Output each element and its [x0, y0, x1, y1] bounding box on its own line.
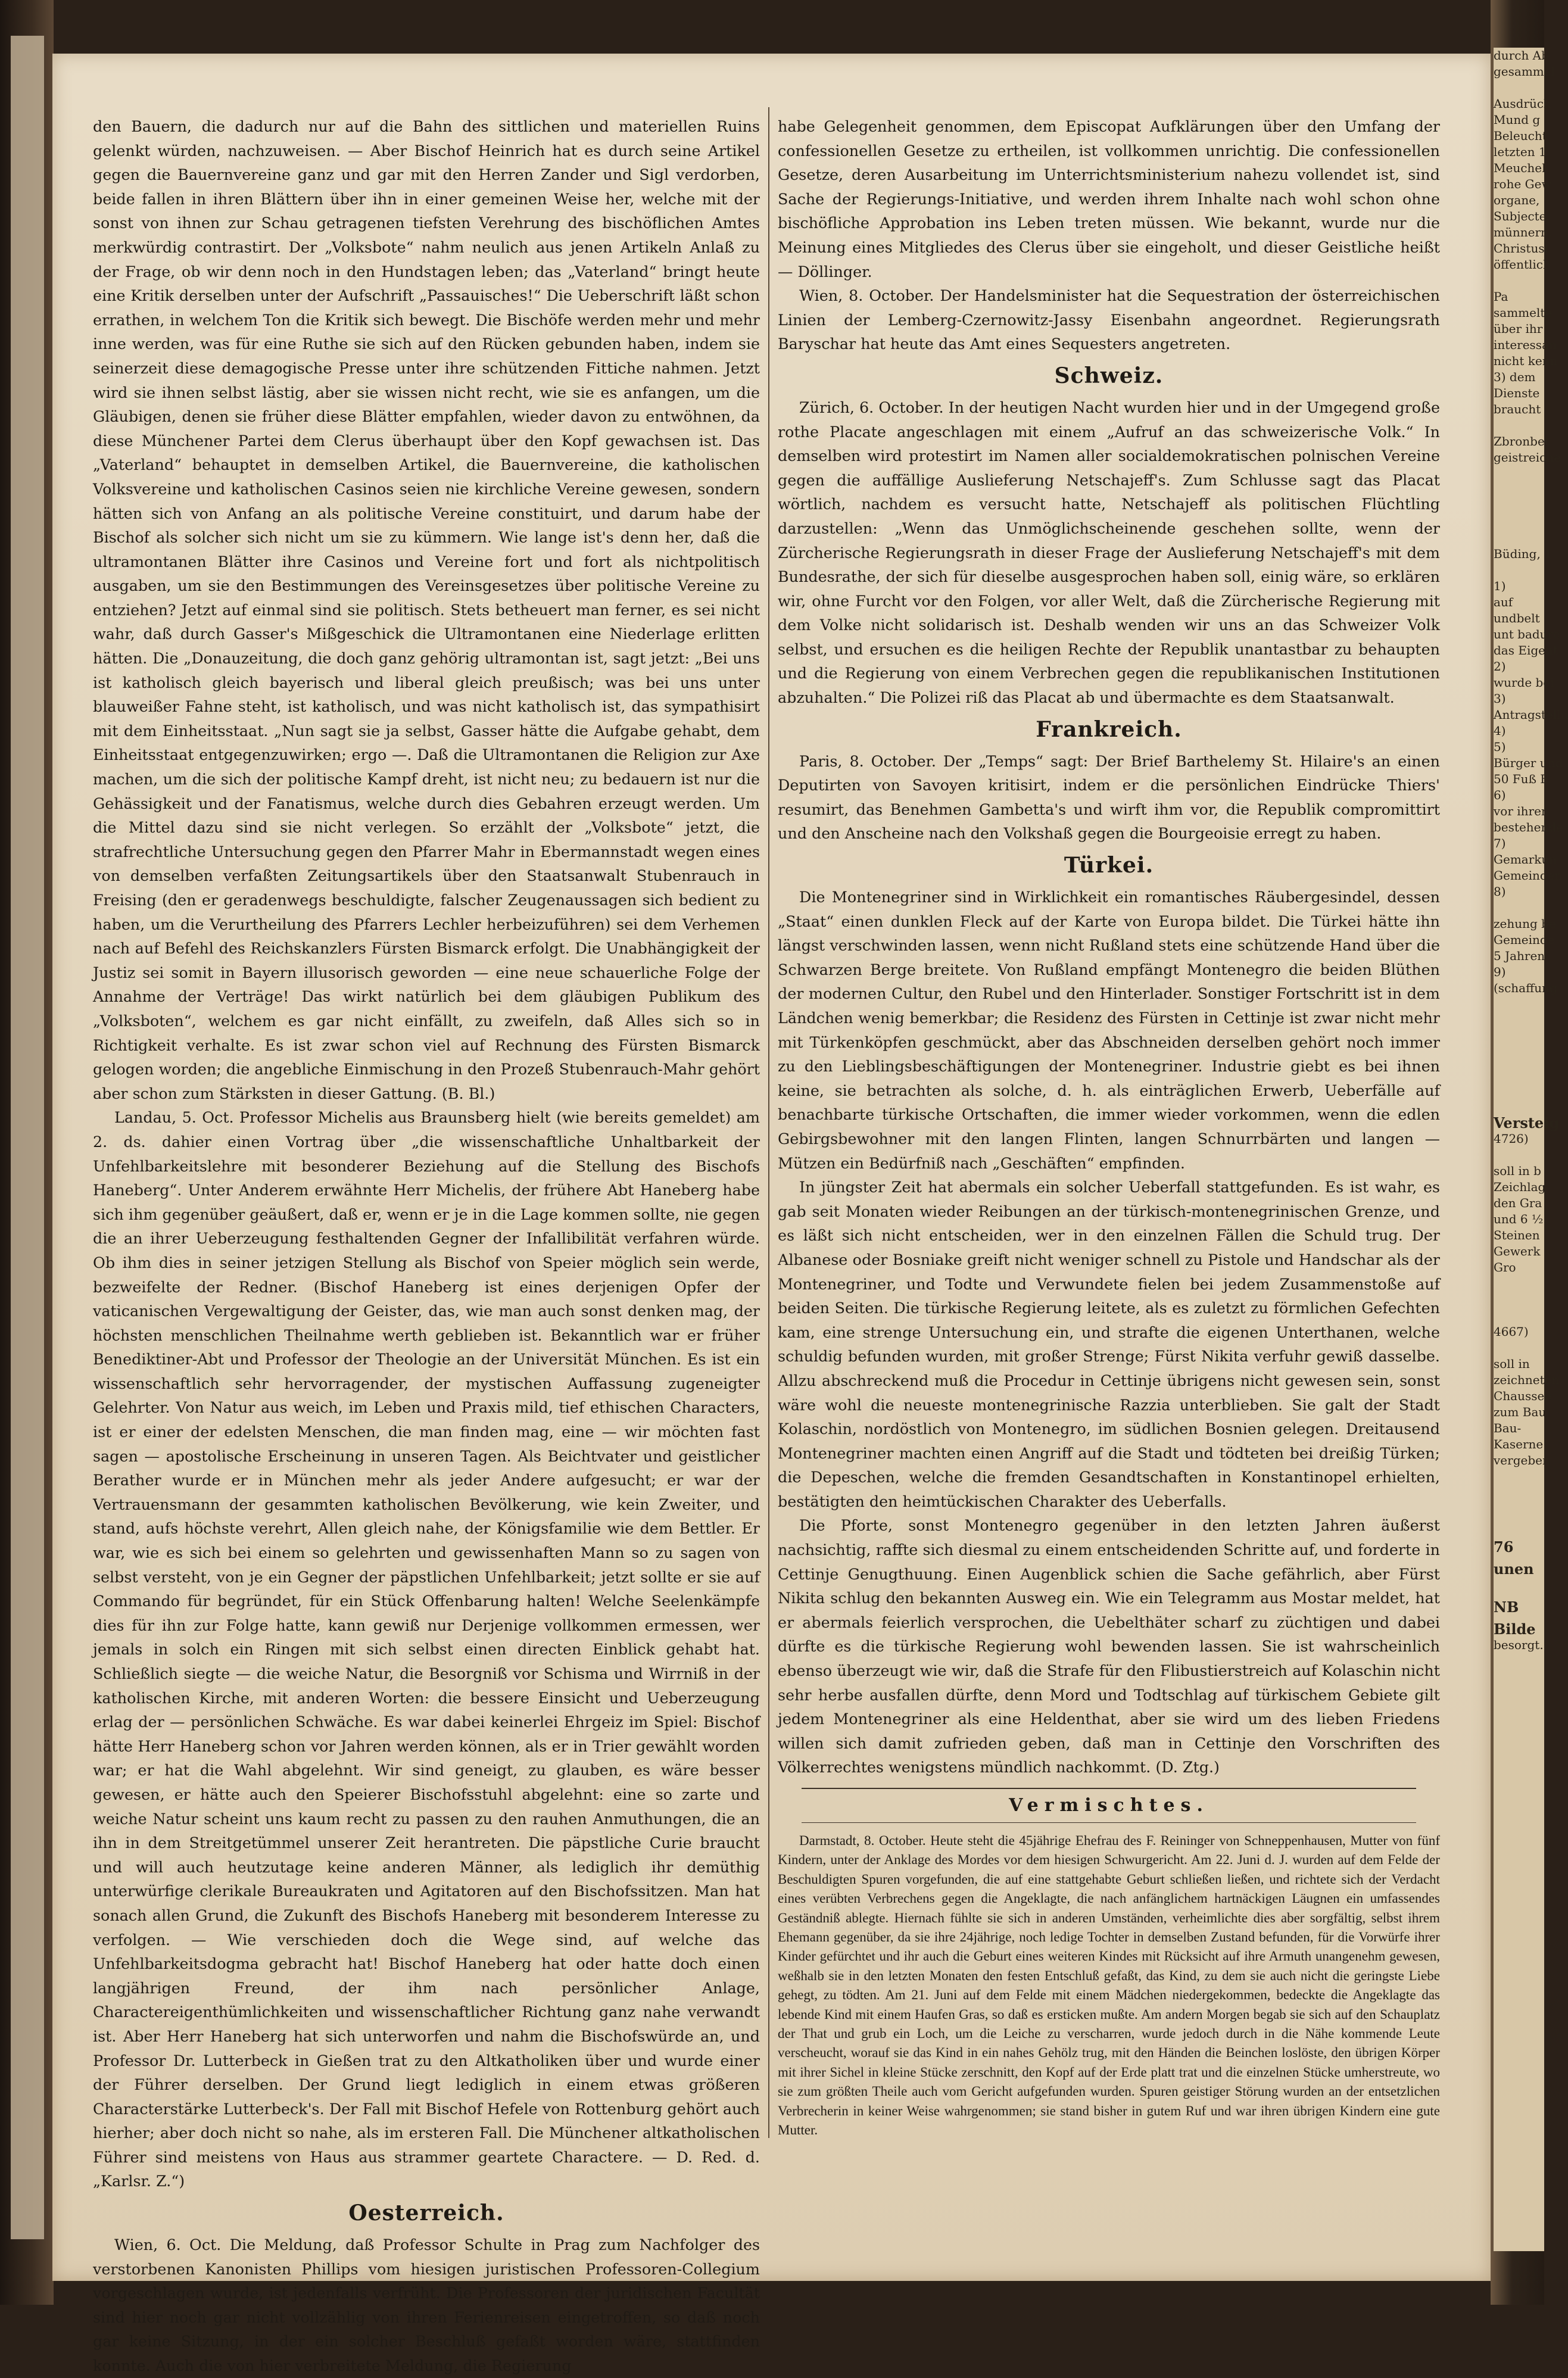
margin-fragment — [11, 1987, 44, 2002]
margin-fragment: undbelt — [1494, 611, 1540, 625]
margin-fragment — [1494, 1077, 1544, 1093]
article-paragraph: den Bauern, die dadurch nur auf die Bahn des sittlichen und materiellen Ruins gelenkt würden, nachzuweisen. — Aber Bischof Heinrich hat es durch seine Artikel gegen die Bauernvereine ganz und gar mit den Herren Zander und Sigl verdorben, beide fallen in ihren Blättern über ihn in einer gemeinen Weise her, welche mit der sonst von ihnen zur Schau getragenen tiefsten Verehrung des bischöflichen Amtes merkwürdig contrastirt. Der „Volksbote“ nahm neulich aus jenen Artikeln Anlaß zu der Frage, ob wir denn noch in den Hundstagen leben; das „Vaterland“ bringt heute eine Kritik derselben unter der Aufschrift „Passauisches!“ Die Ueberschrift läßt schon errathen, in welchem Ton die Kritik sich bewegt. Die Bischöfe werden mehr und mehr inne werden, was für eine Ruthe sie sich auf den Rücken gebunden haben, indem sie seinerzeit diese demagogische Presse unter ihre schützenden Fittiche nahmen. Jetzt wird sie ihnen selbst lästig, aber sie wissen nicht recht, wie sie es anfangen, um die Gläubigen, denen sie früher diese Blätter empfahlen, wieder davon zu entwöhnen, da diese Münchener Partei dem Clerus überhaupt über den Kopf gewachsen ist. Das „Vaterland“ behauptet in demselben Artikel, die Bauernvereine, die katholischen Volksvereine und katholischen Casinos seien nie kirchliche Vereine gewesen, sondern hätten sich von Anfang an als politische Vereine constituirt, und darum habe der Bischof als solcher sich nicht um sie zu kümmern. Wie lange ist's denn her, daß die ultramontanen Blätter ihre Casinos und Vereine fort und fort als nichtpolitisch ausgaben, um sie den Bestimmungen des Vereinsgesetzes über politische Vereine zu entziehen? Jetzt auf einmal sind sie politisch. Stets betheuert man ferner, es sei nicht wahr, daß durch Gasser's Mißgeschick die Ultramontanen eine Niederlage erlitten hätten. Die „Donauzeitung, die doch ganz gehörig ultramontan ist, sagt jetzt: „Bei uns ist katholisch gleich bayerisch und liberal gleich preußisch; was bei uns unter blauweißer Fahne steht, ist katholisch, und was nicht katholisch ist, das sympathisirt mit dem Einheitsstaat. „Nun sagt sie ja selbst, Gasser hätte die Aufgabe gehabt, dem Einheitsstaat entgegenzuwirken; ergo —. Daß die Ultramontanen die Religion zur Axe machen, um die sich der politische Kampf dreht, ist nicht neu; zu bedauern ist nur die Gehässigkeit und der Fanatismus, welche durch dies Gebahren erzeugt werden. Um die Mittel dazu sind sie nicht verlegen. So erzählt der „Volksbote“ jetzt, die strafrechtliche Untersuchung gegen den Pfarrer Mahr in Ebermannstadt wegen eines von demselben verfaßten Zeitungsartikels über den Staatsanwalt Stubenrauch in Freising (den er geradenwegs beschuldigte, falscher Zeugenaussagen sich bedient zu haben, um die Verurtheilung des Pfarrers Lechler herbeizuführen) sei dem Verhemen nach auf Befehl des Reichskanzlers Fürsten Bismarck erfolgt. Die Unabhängigkeit der Justiz sei somit in Bayern illusorisch geworden — eine neue schauerliche Folge der Annahme der Verträge! Das wirkt natürlich bei dem gläubigen Publikum des „Volksboten“, welchem es gar nicht einfällt, zu zweifeln, daß Alles sich so in Richtigkeit verhalte. Es ist zwar schon viel auf Rechnung des Fürsten Bismarck gelogen worden; die angebliche Einmischung in den Prozeß Stubenrauch-Mahr gehört aber schon zum Stärksten in dieser Gattung. (B. Bl.) — [93, 117, 760, 1102]
margin-fragment — [11, 144, 44, 160]
margin-fragment — [11, 717, 44, 733]
margin-fragment — [1494, 1469, 1544, 1485]
margin-fragment: Chaussee — [1494, 1389, 1552, 1403]
margin-fragment: Subjecte, — [1494, 209, 1550, 223]
margin-fragment: soll in — [1494, 1357, 1530, 1371]
margin-fragment: organe, — [1494, 193, 1540, 207]
margin-fragment — [11, 1894, 44, 1909]
margin-fragment — [11, 160, 44, 175]
margin-fragment — [11, 1027, 44, 1042]
margin-fragment — [11, 1569, 44, 1584]
margin-fragment: 3) dem — [1494, 370, 1536, 384]
margin-fragment: 8) — [1494, 884, 1506, 899]
margin-fragment — [11, 500, 44, 516]
section-heading: Türkei. — [1064, 853, 1154, 878]
margin-fragment — [1494, 1577, 1544, 1593]
margin-fragment — [1494, 1308, 1544, 1324]
margin-fragment: Büding, 1 — [1494, 547, 1552, 561]
margin-fragment: 4726) — [1494, 1132, 1529, 1146]
margin-fragment — [11, 1940, 44, 1956]
margin-fragment: wurde bei — [1494, 675, 1554, 690]
margin-fragment: über ihr — [1494, 322, 1543, 336]
margin-fragment — [11, 856, 44, 872]
section-heading: Frankreich. — [1036, 716, 1182, 742]
margin-fragment — [11, 469, 44, 485]
margin-fragment — [11, 1723, 44, 1739]
margin-fragment — [11, 1104, 44, 1120]
margin-fragment — [1494, 498, 1544, 514]
article-paragraph: Landau, 5. Oct. Professor Michelis aus Braunsberg hielt (wie bereits gemeldet) am 2. ds. dahier einen Vortrag über „die wissenschaftliche Unhaltbarkeit der Unfehlbarkeitslehre mit besonderer Beziehung auf die Stellung des Bischofs Haneberg“. Unter Anderem erwähnte Herr Michelis, der frühere Abt Haneberg habe sich ihm gegenüber geäußert, daß er, wenn er je in die Lage kommen sollte, nie gegen die an ihrer Ueberzeugung festhaltenden Gegner der Infallibilität verfahren würde. Ob ihm dies in seiner jetzigen Stellung als Bischof von Speier möglich sein werde, bezweifelte der Redner. (Bischof Haneberg ist eines derjenigen Opfer der vaticanischen Vergewaltigung der Geister, das, wie man auch sonst denken mag, der höchsten menschlichen Theilnahme werth geblieben ist. Bekanntlich war er früher Benediktiner-Abt und Professor der Theologie an der Universität München. Es ist ein wissenschaftlich sehr hervorragender, der mystischen Auffassung zugeneigter Gelehrter. Von Natur aus weich, im Leben und Praxis mild, tief ethischen Characters, ist er einer der edelsten Menschen, die man finden mag, eine — wir möchten fast sagen — apostolische Erscheinung in unseren Tagen. Als Beichtvater und geistlicher Berather wurde er in München mehr als jeder Andere aufgesucht; er war der Vertrauensmann der gesammten katholischen Bevölkerung, wie kein Zweiter, und stand, aufs höchste verehrt, Allen gleich nahe, der Königsfamilie wie dem Bettler. Er war, wie es sich bei einem so gelehrten und gewissenhaften Mann so zu sagen von selbst versteht, von je ein Gegner der päpstlichen Unfehlbarkeit; jetzt sollte er sie auf Commando für begründet, für ein Stück Offenbarung halten! Welche Seelenkämpfe dies für ihn zur Folge hatte, kann gewiß nur Derjenige vollkommen ermessen, wer jemals in solch ein Ringen mit sich selbst einen directen Einblick gehabt hat. Schließlich siegte — die weiche Natur, die Besorgniß vor Schisma und Wirrniß in der katholischen Kirche, mit anderen Worten: die bessere Einsicht und Ueberzeugung erlag der — persönlichen Schwäche. Es war dabei keinerlei Ehrgeiz im Spiel: Bischof hätte Herr Haneberg schon vor Jahren werden können, als er in Trier gewählt worden war; er hat die Wahl abgelehnt. Wir sind geneigt, zu glauben, es wäre besser gewesen, er hätte auch den Speierer Bischofsstuhl abgelehnt: eine so zarte und weiche Natur scheint uns kaum recht zu passen zu den rauhen Anmuthungen, die an ihn in dem Streitgetümmel unserer Zeit herantreten. Die päpstliche Curie braucht und will auch heutzutage keine anderen Männer, als lediglich ihr demüthig unterwürfige clerikale Bureaukraten und Agitatoren auf den Bischofssitzen. Man hat sonach allen Grund, die Zukunft des Bischofs Haneberg mit besonderem Interesse zu verfolgen. — Wie verschieden doch die Wege sind, auf welche das Unfehlbarkeitsdogma gebracht hat! Bischof Haneberg hat oder hatte doch einen langjährigen Freund, der ihm nach persönlicher Anlage, Charactereigenthümlichkeiten und wissenschaftlicher Richtung ganz nahe verwandt ist. Aber Herr Haneberg hat sich unterworfen und nahm die Bischofswürde an, und Professor Dr. Lutterbeck in Gießen trat zu den Altkatholiken über und wurde einer der Führer derselben. Der Grund liegt lediglich in einem etwas größeren Characterstärke Lutterbeck's. Der Fall mit Bischof Hefele von Rottenburg gehört auch hierher; aber doch nicht so nahe, als im ersteren Fall. Die Münchener altkatholischen Führer sind meistens von Haus aus strammer geartete Charactere. — D. Red. d. „Karlsr. Z.“) — [93, 1108, 760, 2190]
margin-fragment: 3) — [1494, 691, 1506, 706]
article-paragraph: habe Gelegenheit genommen, dem Episcopat Aufklärungen über den Umfang der confessionellen Gesetze zu ertheilen, ist vollkommen unrichtig. Die confessionellen Gesetze, deren Ausarbeitung im Unterrichtsministerium nahezu vollendet ist, sind Sache der Regierungs-Initiative, und werden ihrem Inhalte nach wohl schon ohne bischöfliche Approbation ins Leben treten müssen. Wie bekannt, wurde nur die Meinung eines Mitgliedes des Clerus über sie eingeholt, und dieser Geistliche heißt — Döllinger. — [778, 117, 1440, 281]
article-paragraph: In jüngster Zeit hat abermals ein solcher Ueberfall stattgefunden. Es ist wahr, es gab seit Monaten wieder Reibungen an der türkisch-montenegrinischen Grenze, und es läßt sich nicht entscheiden, wer in den einzelnen Fällen die Schuld trug. Der Albanese oder Bosniake greift nicht weniger schnell zu Pistole und Handschar als der Montenegriner, und Todte und Verwundete fielen bei jedem Zusammenstoße auf beiden Seiten. Die türkische Regierung leitete, als es zuletzt zu förmlichen Gefechten kam, eine strenge Untersuchung ein, und strafte die eigenen Unterthanen, welche schuldig befunden wurden, mit großer Strenge; Fürst Nikita verfuhr gewiß dasselbe. Allzu abschreckend muß die Procedur in Cettinje übrigens nicht gewesen sein, sonst wäre wohl die neueste montenegrinische Razzia unterblieben. Sie galt der Stadt Kolaschin, nordöstlich von Montenegro, im südlichen Bosnien gelegen. Dreitausend Montenegriner machten einen Angriff auf die Stadt und tödteten bei dreißig Türken; die Depeschen, welche die fremden Gesandtschaften in Konstantinopel erhielten, bestätigten den heimtückischen Charakter des Ueberfalls. — [778, 1178, 1440, 1510]
margin-fragment — [11, 36, 44, 51]
margin-fragment — [11, 1956, 44, 1971]
margin-fragment — [11, 547, 44, 562]
margin-fragment — [11, 903, 44, 918]
margin-fragment — [11, 794, 44, 810]
margin-fragment: Kaserne — [1494, 1437, 1544, 1451]
margin-fragment: 6) — [1494, 788, 1506, 802]
margin-fragment — [11, 1646, 44, 1662]
margin-fragment — [11, 686, 44, 702]
margin-fragment — [11, 609, 44, 624]
margin-fragment: Gemarkun — [1494, 852, 1557, 867]
margin-fragment — [11, 1677, 44, 1693]
margin-fragment: letzten 1 — [1494, 145, 1547, 159]
margin-fragment — [11, 1336, 44, 1352]
margin-fragment — [11, 1584, 44, 1600]
margin-fragment: Ausdrück — [1494, 96, 1551, 111]
margin-fragment — [11, 1305, 44, 1321]
margin-fragment — [1494, 1093, 1544, 1109]
margin-fragment — [11, 1971, 44, 1987]
margin-fragment — [11, 748, 44, 763]
margin-fragment: Zbronbet — [1494, 434, 1550, 448]
margin-fragment: 2) — [1494, 659, 1506, 674]
margin-fragment — [11, 2002, 44, 2018]
margin-fragment — [11, 206, 44, 222]
margin-fragment — [11, 1166, 44, 1182]
margin-fragment — [1494, 482, 1544, 498]
margin-fragment — [11, 531, 44, 547]
margin-fragment — [1494, 996, 1544, 1012]
margin-fragment — [11, 1615, 44, 1631]
margin-fragment — [11, 1383, 44, 1398]
margin-fragment — [11, 640, 44, 655]
margin-fragment — [11, 1816, 44, 1832]
margin-fragment: Zeichlag — [1494, 1180, 1546, 1194]
margin-fragment — [11, 1878, 44, 1894]
margin-fragment — [1494, 1276, 1544, 1292]
margin-fragment — [11, 1460, 44, 1476]
margin-fragment — [11, 98, 44, 113]
margin-fragment — [11, 1693, 44, 1708]
margin-fragment: das Eigent — [1494, 643, 1558, 657]
section-rule — [802, 1822, 1416, 1823]
margin-fragment — [11, 129, 44, 144]
margin-fragment: 76 — [1494, 1538, 1514, 1556]
margin-fragment — [11, 407, 44, 423]
margin-fragment — [11, 624, 44, 640]
margin-fragment: Steinen — [1494, 1228, 1540, 1242]
margin-fragment: vor ihren — [1494, 804, 1549, 818]
margin-fragment — [11, 1476, 44, 1491]
margin-fragment — [11, 1491, 44, 1507]
margin-fragment — [11, 1863, 44, 1878]
margin-fragment: 4667) — [1494, 1324, 1529, 1339]
margin-fragment — [11, 1135, 44, 1151]
margin-fragment — [11, 1785, 44, 1801]
section-heading: Schweiz. — [1054, 363, 1164, 388]
margin-fragment — [1494, 530, 1544, 546]
margin-fragment — [11, 283, 44, 299]
margin-fragment — [11, 361, 44, 376]
margin-fragment: und 6 ½ — [1494, 1212, 1544, 1226]
margin-fragment — [11, 314, 44, 330]
margin-fragment: 5 Jahren — [1494, 949, 1545, 963]
margin-fragment — [11, 67, 44, 82]
margin-fragment — [11, 562, 44, 578]
margin-fragment — [11, 1507, 44, 1522]
margin-fragment: soll in b — [1494, 1164, 1541, 1178]
margin-fragment: Bilde — [1494, 1620, 1536, 1638]
margin-fragment: 1) — [1494, 579, 1506, 593]
margin-fragment — [11, 841, 44, 856]
margin-fragment: bestehende — [1494, 820, 1564, 834]
margin-fragment — [11, 1801, 44, 1816]
margin-fragment: sammelte — [1494, 306, 1553, 320]
article-paragraph: Die Montenegriner sind in Wirklichkeit ein romantisches Räubergesindel, dessen „Staat“ einen dunklen Fleck auf der Karte von Europa bildet. Die Türkei hätte ihn längst verschwinden lassen, wenn nicht Rußland stets eine schützende Hand über die Schwarzen Berge breitete. Von Rußland empfängt Montenegro die beiden Blüthen der modernen Cultur, den Rubel und den Hinterlader. Sonstiger Fortschritt ist in dem Ländchen wenig bemerkbar; die Residenz des Fürsten in Cettinje ist zwar nicht mehr mit Türkenköpfen geschmückt, aber das Abschneiden derselben gehört noch immer zu den Lieblingsbeschäftigungen der Montenegriner. Industrie giebt es bei ihnen keine, sie betrachten als solche, d. h. als einträglichen Erwerb, Ueberfälle auf benachbarte türkische Ortschaften, die immer wieder vorkommen, wenn die edlen Gebirgsbewohner mit den langen Flinten, langen Schnurrbärten und langen — Mützen ein Bedürfniß nach „Geschäften“ empfinden. — [778, 888, 1440, 1172]
section-heading: Oesterreich. — [348, 2201, 504, 2226]
margin-fragment — [1494, 900, 1544, 916]
margin-fragment — [11, 2018, 44, 2033]
margin-fragment: vergeben — [1494, 1453, 1550, 1467]
margin-fragment: Pa — [1494, 289, 1508, 304]
margin-fragment: Mund g — [1494, 113, 1541, 127]
margin-fragment — [1494, 417, 1544, 434]
margin-fragment — [1494, 1147, 1544, 1163]
margin-fragment: unen — [1494, 1560, 1534, 1578]
margin-fragment — [11, 934, 44, 949]
article-paragraph: Paris, 8. October. Der „Temps“ sagt: Der Brief Barthelemy St. Hilaire's an einen Deputirten von Savoyen kritisirt, indem er die persönlichen Eindrücke Thiers' resumirt, das Benehmen Gambetta's und wirft ihm vor, die Republik compromittirt und den Anscheine nach den Volkshaß gegen die Bourgeoisie erregt zu haben. — [778, 752, 1440, 843]
margin-fragment — [1494, 273, 1544, 289]
margin-fragment: 4) — [1494, 724, 1506, 738]
vermischtes-heading: Vermischtes. — [1009, 1795, 1209, 1816]
margin-fragment — [11, 1120, 44, 1135]
margin-fragment — [11, 1925, 44, 1940]
margin-fragment: zum Bau — [1494, 1405, 1547, 1419]
margin-fragment — [11, 1321, 44, 1336]
margin-fragment — [11, 330, 44, 345]
margin-fragment — [11, 1708, 44, 1723]
margin-fragment — [11, 996, 44, 1011]
margin-fragment — [11, 1553, 44, 1569]
margin-fragment — [11, 1662, 44, 1677]
margin-fragment — [11, 810, 44, 825]
margin-fragment — [11, 268, 44, 283]
left-column — [93, 114, 760, 2378]
margin-fragment: Gro — [1494, 1260, 1516, 1274]
margin-fragment — [1494, 1292, 1544, 1308]
margin-fragment — [11, 825, 44, 841]
margin-fragment — [11, 113, 44, 129]
margin-fragment: (schaffung — [1494, 981, 1557, 995]
margin-fragment — [1494, 1061, 1544, 1077]
margin-fragment — [11, 887, 44, 903]
margin-fragment — [11, 392, 44, 407]
margin-fragment: 7) — [1494, 836, 1506, 850]
margin-fragment: 50 Fuß E — [1494, 772, 1549, 786]
margin-fragment — [1494, 514, 1544, 530]
right-column — [778, 114, 1440, 2140]
margin-fragment: gesammel — [1494, 64, 1555, 79]
margin-fragment — [11, 1274, 44, 1290]
margin-fragment — [11, 485, 44, 500]
margin-fragment — [11, 1445, 44, 1460]
margin-fragment — [11, 1182, 44, 1197]
margin-fragment — [11, 1847, 44, 1863]
margin-fragment — [1494, 466, 1544, 482]
margin-fragment — [11, 438, 44, 454]
margin-fragment — [11, 222, 44, 237]
margin-fragment: 5) — [1494, 740, 1506, 754]
margin-fragment — [11, 733, 44, 748]
left-page-margin-fragments — [11, 36, 44, 2239]
margin-fragment: besorgt. — [1494, 1638, 1544, 1652]
margin-fragment — [11, 1367, 44, 1383]
margin-fragment — [11, 918, 44, 934]
margin-fragment — [11, 702, 44, 717]
margin-fragment: Bau- — [1494, 1421, 1522, 1435]
margin-fragment — [1494, 1340, 1544, 1356]
article-paragraph: Wien, 6. Oct. Die Meldung, daß Professor Schulte in Prag zum Nachfolger des verstorbenen Kanonisten Phillips vom hiesigen juristischen Professoren-Collegium vorgeschlagen wurde, ist jedenfalls verfrüht. Die Professoren der juridischen Facultät sind hier noch gar nicht vollzählig von ihren Ferienreisen eingetroffen, so daß noch gar keine Sitzung, in der ein solcher Beschluß gefaßt worden wäre, stattfinden konnte. Auch die von hier verbreitete Meldung, die Regierung — [93, 2236, 760, 2375]
margin-fragment: den Gra — [1494, 1196, 1542, 1210]
article-paragraph: Zürich, 6. October. In der heutigen Nacht wurden hier und in der Umgegend große rothe Placate angeschlagen mit einem „Aufruf an das schweizerische Volk.“ In demselben wird protestirt im Namen aller socialdemokratischen polnischen Vereine gegen die auffällige Auslieferung Netschajeff's. Zum Schlusse sagt das Placat wörtlich, nachdem es versucht hatte, Netschajeff als politischen Flüchtling darzustellen: „Wenn das Unmöglichscheinende geschehen sollte, wenn der Zürcherische Regierungsrath in dieser Frage der Auslieferung Netschajeff's mit dem Bundesrathe, der sich für dieselbe ausgesprochen haben soll, einig wäre, so erklären wir, ohne Furcht vor den Folgen, vor aller Welt, daß die Zürcherische Regierung mit dem Volke nicht solidarisch ist. Deshalb wenden wir uns an das Schweizer Volk selbst, und ersuchen es die heiligen Rechte der Republik unantastbar zu behaupten und die Regierung von einem Verbrechen gegen die republikanischen Institutionen abzuhalten.“ Die Polizei riß das Placat ab und übermachte es dem Staatsanwalt. — [778, 398, 1440, 707]
margin-fragment — [11, 980, 44, 996]
margin-fragment: Beleucht — [1494, 129, 1547, 143]
margin-fragment: geistreiche — [1494, 450, 1561, 465]
margin-fragment — [11, 1197, 44, 1213]
margin-fragment — [11, 1259, 44, 1274]
margin-fragment — [11, 1151, 44, 1166]
margin-fragment — [11, 655, 44, 671]
margin-fragment: Gemeinden — [1494, 868, 1563, 883]
vermischtes-paragraph: Darmstadt, 8. October. Heute steht die 45jährige Ehefrau des F. Reininger von Schneppenhausen, Mutter von fünf Kindern, unter der Anklage des Mordes vor dem hiesigen Schwurgericht. Am 22. Juni d. J. wurden auf dem Felde der Beschuldigten Spuren vorgefunden, die auf eine stattgehabte Geburt schließen ließen, und richtete sich der Verdacht eines verübten Verbrechens gegen die Angeklagte, die nach anfänglichem hartnäckigen Läugnen ein umfassendes Geständniß ablegte. Hiernach fühlte sie sich in anderen Umständen, verheimlichte dies aber sorgfältig, selbst ihrem Ehemann gegenüber, da sie ihre 24jährige, noch ledige Tochter in demselben Zustand befunden, für die Vorwürfe ihrer Kinder gefürchtet und ihr auch die Geburt eines weiteren Kindes mit Rücksicht auf ihre Armuth unangenehm gewesen, weßhalb sie in den letzten Monaten den festen Entschluß gefaßt, das Kind, zu dem sie auch nicht die geringste Liebe gehegt, zu tödten. Am 21. Juni auf dem Felde mit einem Mädchen niedergekommen, bedeckte die Angeklagte das lebende Kind mit einem Haufen Gras, so daß es ersticken mußte. Am andern Morgen begab sie sich auf den Schauplatz der That und grub ein Loch, um die Leiche zu verscharren, wurde jedoch durch in die Nähe kommende Leute verscheucht, worauf sie das Kind in ein nahes Gehölz trug, mit den Händen die Beinchen loslöste, den übrigen Körper mit ihrer Sichel in kleine Stücke zerschnitt, den Kopf auf der Erde platt trat und die einzelnen Stücke umherstreute, wo sie zum größten Theile auch vom Gericht aufgefunden wurden. Spuren geistiger Störung wurden an der entsetzlichen Verbrecherin in keiner Weise wahrgenommen; sie stand bisher in gutem Ruf und war ihren übrigen Kindern eine gute Mutter. — [778, 1833, 1440, 2138]
margin-fragment: durch Ab — [1494, 48, 1549, 63]
margin-fragment — [11, 593, 44, 609]
margin-fragment: zehung be — [1494, 917, 1556, 931]
margin-fragment — [11, 1429, 44, 1445]
margin-fragment — [11, 1243, 44, 1259]
margin-fragment: braucht — [1494, 402, 1541, 416]
margin-fragment — [11, 516, 44, 531]
margin-fragment — [1494, 562, 1544, 578]
next-page-fragments — [1494, 48, 1568, 2251]
margin-fragment — [11, 1770, 44, 1785]
margin-fragment — [1494, 1501, 1544, 1517]
margin-fragment — [11, 1832, 44, 1847]
margin-fragment — [11, 51, 44, 67]
margin-fragment — [11, 299, 44, 314]
section-rule — [802, 1788, 1416, 1789]
margin-fragment — [11, 1011, 44, 1027]
margin-fragment: Antragstellu — [1494, 708, 1568, 722]
margin-fragment: Gewerk — [1494, 1244, 1541, 1258]
margin-fragment — [11, 237, 44, 253]
margin-fragment: NB — [1494, 1598, 1519, 1616]
margin-fragment: Bürger und — [1494, 756, 1563, 770]
margin-fragment — [11, 82, 44, 98]
margin-fragment — [11, 1739, 44, 1754]
margin-fragment: 9) — [1494, 965, 1506, 979]
margin-fragment — [11, 1058, 44, 1073]
margin-fragment: Versteig — [1494, 1114, 1560, 1132]
margin-fragment: unt badurc — [1494, 627, 1560, 641]
margin-fragment — [11, 175, 44, 191]
margin-fragment: münnern, — [1494, 225, 1553, 239]
margin-fragment — [11, 1398, 44, 1414]
margin-fragment — [1494, 1485, 1544, 1501]
margin-fragment — [11, 578, 44, 593]
margin-fragment — [11, 949, 44, 965]
margin-fragment — [11, 191, 44, 206]
margin-fragment — [11, 454, 44, 469]
margin-fragment — [11, 253, 44, 268]
margin-fragment — [11, 1073, 44, 1089]
margin-fragment — [11, 1089, 44, 1104]
margin-fragment: Meuchel — [1494, 161, 1546, 175]
margin-fragment — [11, 1754, 44, 1770]
margin-fragment — [11, 671, 44, 686]
column-divider — [768, 107, 769, 2138]
margin-fragment — [11, 1538, 44, 1553]
margin-fragment — [1494, 1517, 1544, 1533]
margin-fragment — [11, 1352, 44, 1367]
margin-fragment — [11, 2033, 44, 2049]
margin-fragment — [1494, 1029, 1544, 1045]
margin-fragment — [11, 965, 44, 980]
margin-fragment — [11, 376, 44, 392]
margin-fragment: interessan — [1494, 338, 1557, 352]
margin-fragment — [11, 1909, 44, 1925]
margin-fragment: nicht kenn — [1494, 354, 1558, 368]
margin-fragment — [11, 423, 44, 438]
margin-fragment — [11, 1228, 44, 1243]
margin-fragment — [11, 1414, 44, 1429]
margin-fragment — [11, 1213, 44, 1228]
margin-fragment — [11, 1042, 44, 1058]
margin-fragment: rohe Gew — [1494, 177, 1552, 191]
article-paragraph: Wien, 8. October. Der Handelsminister hat die Sequestration der österreichischen Linien der Lemberg-Czernowitz-Jassy Eisenbahn angeordnet. Regierungsrath Baryschar hat heute das Amt eines Sequesters angetreten. — [778, 286, 1440, 353]
margin-fragment — [11, 345, 44, 361]
margin-fragment: Gemeinde — [1494, 933, 1555, 947]
article-paragraph: Die Pforte, sonst Montenegro gegenüber in den letzten Jahren äußerst nachsichtig, raffte sich diesmal zu einem entscheidenden Schritte auf, und forderte in Cettinje Genugthuung. Einen Augenblick schien die Sache gefährlich, aber Fürst Nikita schlug den bekannten Ausweg ein. Wie ein Telegramm aus Mostar meldet, hat er abermals feierlich versprochen, die Uebelthäter scharf zu züchtigen und dabei dürfte es die türkische Regierung wohl bewenden lassen. Sie ist wahrscheinlich ebenso überzeugt wie wir, daß die Strafe für den Flibustierstreich auf Kolaschin nicht sehr herbe ausfallen dürfte, denn Mord und Todtschlag auf türkischem Gebiete gilt jedem Montenegriner als eine Heldenthat, aber sie wird um des lieben Friedens willen sich damit zufrieden geben, daß man in Cettinje den Vorschriften des Völkerrechtes wenigstens mündlich nachkommt. (D. Ztg.) — [778, 1516, 1440, 1777]
margin-fragment — [11, 1290, 44, 1305]
margin-fragment: zeichneten — [1494, 1373, 1560, 1387]
margin-fragment: Christusl — [1494, 241, 1548, 255]
margin-fragment — [1494, 1045, 1544, 1061]
margin-fragment: Dienste — [1494, 386, 1540, 400]
margin-fragment — [11, 779, 44, 794]
margin-fragment — [11, 1600, 44, 1615]
margin-fragment — [1494, 80, 1544, 96]
margin-fragment — [1494, 1012, 1544, 1029]
margin-fragment — [11, 1631, 44, 1646]
margin-fragment — [11, 763, 44, 779]
margin-fragment — [11, 872, 44, 887]
margin-fragment — [11, 1522, 44, 1538]
margin-fragment: öffentlich — [1494, 257, 1551, 272]
margin-fragment: auf — [1494, 595, 1513, 609]
